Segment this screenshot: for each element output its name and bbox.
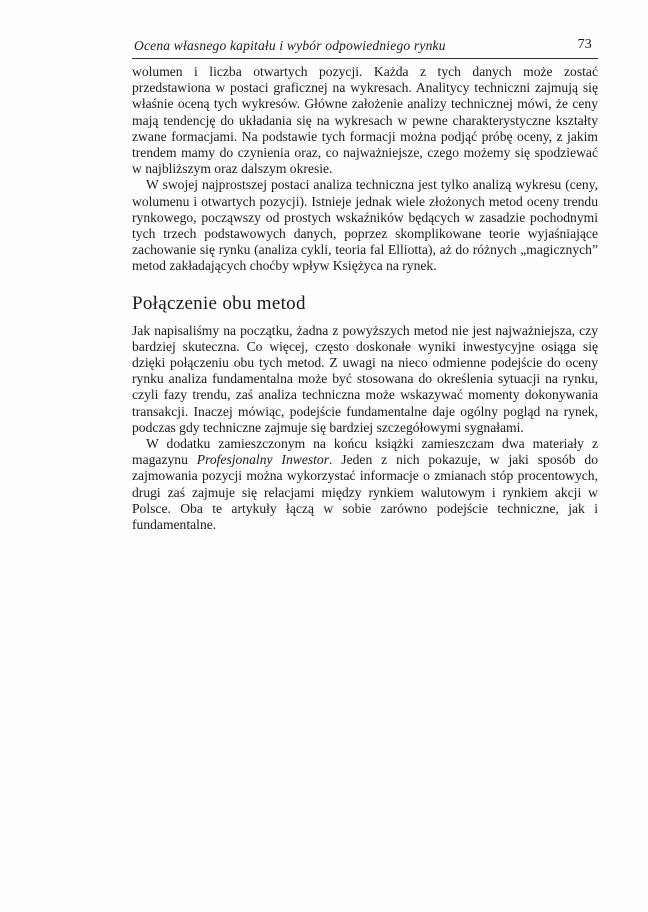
paragraph-4-text-end: . Jeden z nich pokazuje, w jaki sposób do zajmowania pozycji można wykorzystać informacje o zmianach stóp procentowych, drugi zaś zajmuje się relacjami między rynkiem walutowym i rynkiem akcji w Polsce. Oba te artykuły łączą w sobie zarówno podejście techniczne, jak i fundamentalne. (132, 452, 598, 533)
page-number: 73 (577, 37, 592, 52)
section-heading: Połączenie obu metod (132, 292, 306, 314)
body-text (132, 64, 598, 533)
paragraph-3: Jak napisaliśmy na początku, żadna z powyższych metod nie jest najważniejsza, czy bardziej skuteczna. Co więcej, często doskonałe wyniki inwestycyjne osiąga się dzięki połączeniu obu tych metod. Z uwagi na nieco odmienne podejście do oceny rynku analiza fundamentalna może być stosowana do określenia sytuacji na rynku, czyli fazy trendu, zaś analiza techniczna może wskazywać momenty dokonywania transakcji. Inaczej mówiąc, podejście fundamentalne daje ogólny pogląd na rynek, podczas gdy techniczne zajmuje się bardziej szczegółowymi sygnałami. (132, 322, 598, 435)
paragraph-1: wolumen i liczba otwartych pozycji. Każda z tych danych może zostać przedstawiona w postaci graficznej na wykresach. Analitycy techniczni zajmują się właśnie oceną tych wykresów. Główne założenie analizy technicznej mówi, że ceny mają tendencję do układania się na wykresach w pewne charakterystyczne kształty zwane formacjami. Na podstawie tych formacji można podjąć próbę oceny, z jakim trendem mamy do czynienia oraz, co najważniejsze, czego możemy się spodziewać w najbliższym oraz dalszym okresie. (132, 64, 598, 177)
paragraph-4-text-start: W dodatku zamieszczonym na końcu książki zamieszczam dwa materiały z magazynu (132, 436, 598, 468)
paragraph-2: W swojej najprostszej postaci analiza techniczna jest tylko analizą wykresu (ceny, wolumenu i otwartych pozycji). Istnieje jednak wiele złożonych metod oceny trendu rynkowego, począwszy od prostych wskaźników będących w zasadzie pochodnymi tych trzech podstawowych danych, poprzez skomplikowane teorie wyjaśniające zachowanie się rynku (analiza cykli, teoria fal Elliotta), aż do różnych „magicznych” metod zakładających choćby wpływ Księżyca na rynek. (132, 177, 598, 274)
running-header (132, 36, 598, 59)
paragraph-4 (132, 436, 598, 533)
running-title: Ocena własnego kapitału i wybór odpowiedniego rynku (134, 38, 446, 53)
magazine-title: Profesjonalny Inwestor (196, 452, 330, 468)
